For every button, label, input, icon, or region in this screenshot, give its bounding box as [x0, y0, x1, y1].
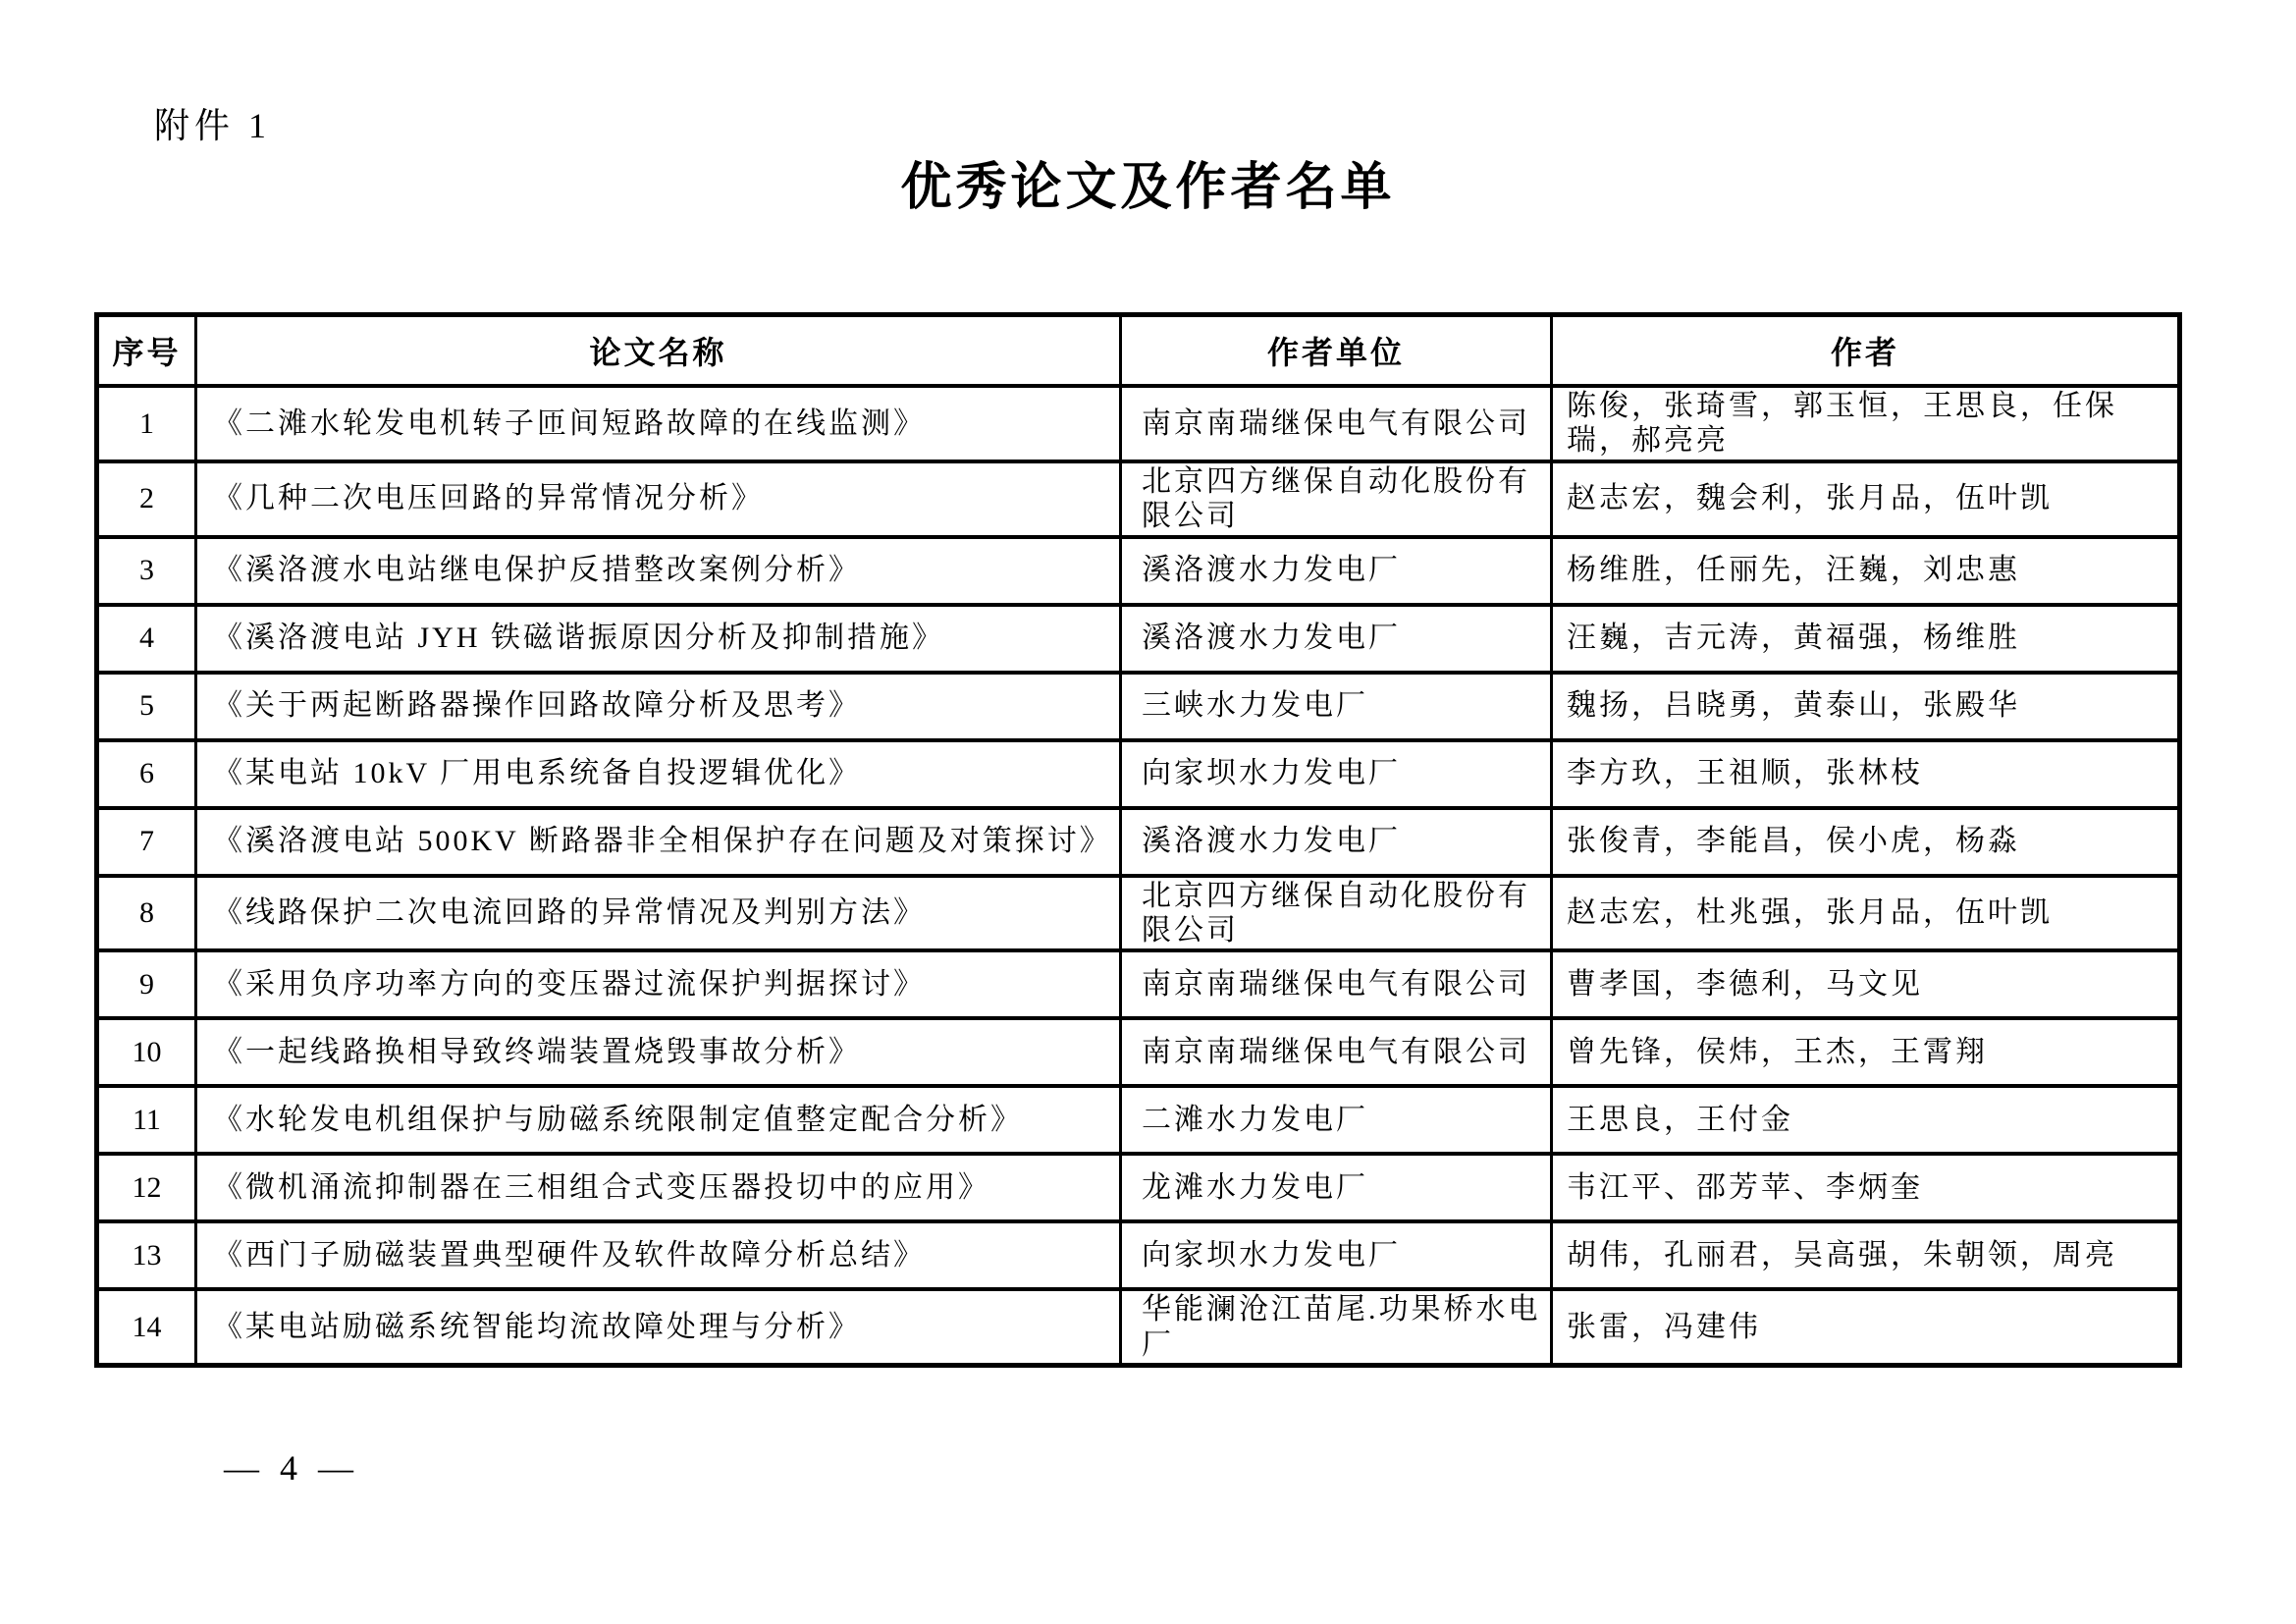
row-index-cell: 10: [97, 1018, 196, 1086]
table-row: [97, 740, 2180, 808]
paper-title-cell: 《几种二次电压回路的异常情况分析》: [196, 461, 1121, 537]
table-row: [97, 1086, 2180, 1154]
affiliation-cell: 溪洛渡水力发电厂: [1121, 605, 1552, 673]
table-row: [97, 1221, 2180, 1289]
paper-title-cell: 《线路保护二次电流回路的异常情况及判别方法》: [196, 876, 1121, 951]
row-index-cell: 7: [97, 808, 196, 876]
page-title: 优秀论文及作者名单: [900, 160, 1396, 216]
affiliation-cell: 南京南瑞继保电气有限公司: [1121, 386, 1552, 461]
paper-title-cell: 《关于两起断路器操作回路故障分析及思考》: [196, 673, 1121, 740]
paper-title-cell: 《微机涌流抑制器在三相组合式变压器投切中的应用》: [196, 1154, 1121, 1221]
table-row: [97, 673, 2180, 740]
column-header-authors: 作者: [1552, 315, 2180, 387]
affiliation-cell: 华能澜沧江苗尾.功果桥水电厂: [1121, 1289, 1552, 1365]
row-index-cell: 8: [97, 876, 196, 951]
table-row: [97, 1018, 2180, 1086]
authors-cell: 李方玖，王祖顺，张林枝: [1552, 740, 2180, 808]
row-index-cell: 3: [97, 537, 196, 605]
table-header-row: [97, 315, 2180, 387]
affiliation-cell: 向家坝水力发电厂: [1121, 740, 1552, 808]
page-number: — 4 —: [224, 1448, 359, 1488]
table-row: [97, 808, 2180, 876]
table-row: [97, 1154, 2180, 1221]
authors-cell: 赵志宏，杜兆强，张月品，伍叶凯: [1552, 876, 2180, 951]
authors-cell: 张俊青，李能昌，侯小虎，杨淼: [1552, 808, 2180, 876]
affiliation-cell: 龙滩水力发电厂: [1121, 1154, 1552, 1221]
row-index-cell: 2: [97, 461, 196, 537]
affiliation-cell: 溪洛渡水力发电厂: [1121, 537, 1552, 605]
authors-cell: 汪巍，吉元涛，黄福强，杨维胜: [1552, 605, 2180, 673]
row-index-cell: 13: [97, 1221, 196, 1289]
column-header-paper-title: 论文名称: [196, 315, 1121, 387]
table-row: [97, 1289, 2180, 1365]
paper-title-cell: 《某电站励磁系统智能均流故障处理与分析》: [196, 1289, 1121, 1365]
paper-title-cell: 《二滩水轮发电机转子匝间短路故障的在线监测》: [196, 386, 1121, 461]
row-index-cell: 1: [97, 386, 196, 461]
table-row: [97, 537, 2180, 605]
row-index-cell: 6: [97, 740, 196, 808]
affiliation-cell: 北京四方继保自动化股份有限公司: [1121, 461, 1552, 537]
affiliation-cell: 南京南瑞继保电气有限公司: [1121, 1018, 1552, 1086]
table-row: [97, 605, 2180, 673]
authors-cell: 胡伟，孔丽君，吴高强，朱朝领，周亮: [1552, 1221, 2180, 1289]
paper-title-cell: 《西门子励磁装置典型硬件及软件故障分析总结》: [196, 1221, 1121, 1289]
paper-title-cell: 《采用负序功率方向的变压器过流保护判据探讨》: [196, 950, 1121, 1018]
affiliation-cell: 溪洛渡水力发电厂: [1121, 808, 1552, 876]
paper-title-cell: 《水轮发电机组保护与励磁系统限制定值整定配合分析》: [196, 1086, 1121, 1154]
table-row: [97, 461, 2180, 537]
authors-cell: 韦江平、邵芳苹、李炳奎: [1552, 1154, 2180, 1221]
authors-cell: 赵志宏，魏会利，张月品，伍叶凯: [1552, 461, 2180, 537]
authors-cell: 曹孝国，李德利，马文见: [1552, 950, 2180, 1018]
affiliation-cell: 三峡水力发电厂: [1121, 673, 1552, 740]
paper-title-cell: 《溪洛渡电站 JYH 铁磁谐振原因分析及抑制措施》: [196, 605, 1121, 673]
table-row: [97, 950, 2180, 1018]
table-row: [97, 876, 2180, 951]
column-header-index: 序号: [97, 315, 196, 387]
paper-title-cell: 《溪洛渡电站 500KV 断路器非全相保护存在问题及对策探讨》: [196, 808, 1121, 876]
paper-title-cell: 《溪洛渡水电站继电保护反措整改案例分析》: [196, 537, 1121, 605]
affiliation-cell: 二滩水力发电厂: [1121, 1086, 1552, 1154]
row-index-cell: 4: [97, 605, 196, 673]
authors-cell: 杨维胜，任丽先，汪巍，刘忠惠: [1552, 537, 2180, 605]
table-row: [97, 386, 2180, 461]
row-index-cell: 11: [97, 1086, 196, 1154]
table-header: [97, 315, 2180, 387]
authors-cell: 魏扬，吕晓勇，黄泰山，张殿华: [1552, 673, 2180, 740]
paper-title-cell: 《某电站 10kV 厂用电系统备自投逻辑优化》: [196, 740, 1121, 808]
attachment-label: 附件 1: [154, 106, 272, 145]
papers-table: [94, 312, 2182, 1368]
affiliation-cell: 北京四方继保自动化股份有限公司: [1121, 876, 1552, 951]
affiliation-cell: 向家坝水力发电厂: [1121, 1221, 1552, 1289]
row-index-cell: 5: [97, 673, 196, 740]
table-body: [97, 386, 2180, 1366]
authors-cell: 陈俊，张琦雪，郭玉恒，王思良，任保瑞，郝亮亮: [1552, 386, 2180, 461]
authors-cell: 曾先锋，侯炜，王杰，王霄翔: [1552, 1018, 2180, 1086]
affiliation-cell: 南京南瑞继保电气有限公司: [1121, 950, 1552, 1018]
column-header-affiliation: 作者单位: [1121, 315, 1552, 387]
row-index-cell: 12: [97, 1154, 196, 1221]
authors-cell: 张雷，冯建伟: [1552, 1289, 2180, 1365]
row-index-cell: 14: [97, 1289, 196, 1365]
authors-cell: 王思良，王付金: [1552, 1086, 2180, 1154]
row-index-cell: 9: [97, 950, 196, 1018]
paper-title-cell: 《一起线路换相导致终端装置烧毁事故分析》: [196, 1018, 1121, 1086]
